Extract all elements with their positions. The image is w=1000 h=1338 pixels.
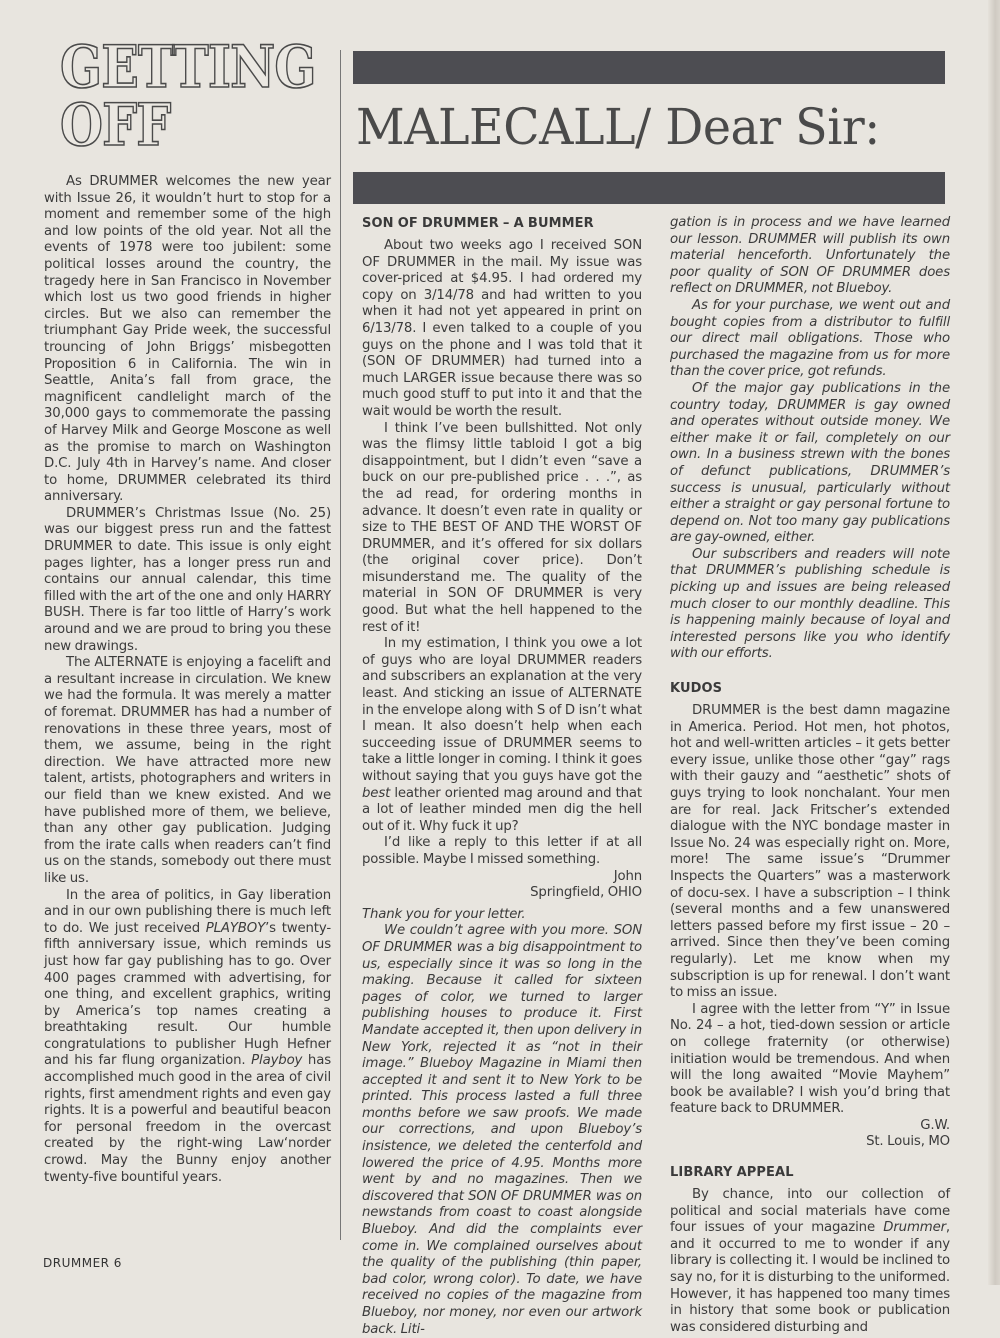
letter-heading: LIBRARY APPEAL bbox=[670, 1165, 794, 1181]
letter-paragraph: DRUMMER is the best damn magazine in America. Period. Hot men, hot photos, hot and well-written articles – it gets better every issue, unlike those other “gay” rags with their gauzy and “aesthetic” shots of guys trying to look nonchalant. Your men are for real. Jack Fritscher’s extended dialogue with the NYC bondage master in Issue No. 24 was especially right on. More, more! The same issue’s “Drummer Inspects the Quarters” was a masterwork of docu-sex. I have a subscription – I think (several months and a few unanswered letters passed before my first issue – 20 – arrived. Since then they’ve been coming regularly). Let me know when my subscription is up for renewal. I don’t want to miss an issue. bbox=[670, 703, 950, 1001]
reply-opening: Thank you for your letter. bbox=[362, 906, 526, 922]
page-folio: DRUMMER 6 bbox=[43, 1256, 122, 1270]
text-run-italic: Drummer bbox=[883, 1220, 946, 1236]
text-run-italic: PLAYBOY bbox=[205, 920, 266, 936]
reply-paragraph: As for your purchase, we went out and bought copies from a distributor to fulfill our direct mail obligations. Those who purchased the magazine from us for more than the cover price, got refunds. bbox=[670, 297, 950, 380]
editorial-paragraph: As DRUMMER welcomes the new year with Issue 26, it wouldn’t hurt to stop for a moment and remember some of the high and low points of the old year. Not all the events of 1978 were too jubilent: some political losses around the country, the tragedy here in San Francisco in November which lost us two good friends in higher circles. But we also can remember the triumphant Gay Pride week, the successful trouncing of John Briggs’ misbegotten Proposition 6 in California. The win in Seattle, Anita’s fall from grace, the magnificent candlelight march of the 30,000 gays to commemorate the passing of Harvey Milk and George Moscone as well as the promise to march on Washington D.C. July 4th in Harvey’s name. And closer to home, DRUMMER celebrated its third anniversary. bbox=[44, 174, 331, 505]
letters-column-1 bbox=[362, 216, 642, 1337]
text-run: has accomplished much good in the area of civil rights, first amendment rights and even gay rights. It is a powerful and beautiful beacon for personal freedom in the overcast created by the right-wing Law‘norder crowd. May the Bunny enjoy another twenty-five bountiful years. bbox=[44, 1053, 331, 1185]
text-run: In my estimation, I think you owe a lot of guys who are loyal DRUMMER readers and subscribers an explanation at the very least. And sticking an issue of ALTERNATE in the envelope along with S of D isn’t what I mean. It also doesn’t help when each succeeding issue of DRUMMER seems to take a little longer in coming. I think it goes without saying that you guys have got the bbox=[362, 636, 642, 784]
signature-name: G.W. bbox=[920, 1117, 950, 1133]
editorial-paragraph: DRUMMER’s Christmas Issue (No. 25) was our biggest press run and the fattest DRUMMER to date. This issue is only eight pages lighter, has a longer press run and contains our annual calendar, this time filled with the art of the one and only HARRY BUSH. There is far too little of Harry’s work around and we are proud to bring you these new drawings. bbox=[44, 505, 331, 654]
editorial-paragraph bbox=[44, 888, 331, 1187]
text-run: leather oriented mag around and that a lot of leather minded men dig the hell out of it. Why fuck it up? bbox=[362, 785, 642, 834]
editorial-paragraph: The ALTERNATE is enjoying a facelift and a resultant increase in circulation. We knew we had the formula. It was merely a matter of foremat. DRUMMER has had a number of renovations in these three years, most of them, we assume, being in the right direction. We have attracted more new talent, artists, photographers and writers in our field than we knew existed. And we have published more of them, we believe, than any other gay publication. Judging from the irate calls when readers can’t find us on the stands, somebody out there must like us. bbox=[44, 655, 331, 886]
signature-place: St. Louis, MO bbox=[866, 1134, 950, 1150]
text-run-italic: best bbox=[362, 785, 391, 801]
editorial-column bbox=[44, 33, 331, 1186]
editorial-title bbox=[60, 33, 316, 159]
editor-reply bbox=[362, 907, 642, 1338]
letter-paragraph: I think I’ve been bullshitted. Not only was the flimsy little tabloid I got a big disappointment, but I didn’t even “save a buck on our pre-published price . . .”, as the ad read, for ordering months in advance. It doesn’t even rate in quality or size to THE BEST OF AND THE WORST OF DRUMMER, and it’s offered for six dollars (the original cover price). Don’t misunderstand me. The quality of the material in SON OF DRUMMER is very good. But what the hell happened to the rest of it! bbox=[362, 420, 642, 635]
title-line-1: GETTING bbox=[60, 33, 316, 101]
letter-paragraph bbox=[362, 636, 642, 835]
text-run: , and it occurred to me to wonder if any library is collecting it. I would be inclined to say no, for it is disturbing to the uniformed. However, it has happened too many times in history that some book or publication was considered disturbing and bbox=[670, 1220, 950, 1335]
reply-paragraph: Of the major gay publications in the country today, DRUMMER is gay owned and operates without outside money. We either make it or fail, completely on our own. In a business strewn with the bones of defunct publications, DRUMMER’s success is unusual, particularly without either a straight or gay personal fortune to depend on. Not too many gay publications are gay-owned, either. bbox=[670, 380, 950, 546]
page-edge bbox=[988, 0, 1000, 1285]
editorial-body bbox=[44, 174, 331, 1186]
signature-name: John bbox=[613, 868, 642, 884]
header-bar-top bbox=[353, 51, 945, 84]
reply-paragraph-continued: gation is in process and we have learned our lesson. DRUMMER will publish its own material henceforth. Unfortunately the poor quality of SON OF DRUMMER does reflect on DRUMMER, not Blueboy. bbox=[670, 215, 950, 297]
title-line-2: OFF bbox=[60, 91, 171, 159]
letter-heading: SON OF DRUMMER – A BUMMER bbox=[362, 216, 594, 231]
letter-paragraph: I agree with the letter from “Y” in Issue No. 24 – a hot, tied-down session or article on college fraternity (or otherwise) initiation would be tremendous. And when will the long awaited “Movie Mayhem” book be available? I wish you’d bring that feature back to DRUMMER. bbox=[670, 1001, 950, 1117]
reply-paragraph: We couldn’t agree with you more. SON OF DRUMMER was a big disappointment to us, especially since it was so long in the making. Because it called for sixteen pages of color, we turned to larger publishing houses to produce it. First Mandate accepted it, then upon delivery in New York, rejected it as “not in their image.” Blueboy Magazine in Miami then accepted it and sent it to New York to be printed. This process lasted a full three months before we saw proofs. We made our corrections, and upon Blueboy’s insistence, we deleted the centerfold and lowered the price of 4.95. Months more went by and no magazines. Then we discovered that SON OF DRUMMER was on newstands from coast to coast alongside Blueboy. And did the complaints ever come in. We complained ourselves about the quality of the publishing (thin paper, bad color, wrong color). To date, we have received no copies of the magazine from Blueboy, nor money, nor even our artwork back. Liti- bbox=[362, 923, 642, 1337]
text-run: ’s twenty-fifth anniversary issue, which reminds us just how far gay publishing has to go. Over 400 pages crammed with advertising, for one thing, and excellent graphics, writing by America’s top names creating a breathtaking result. Our humble congratulations to publisher Hugh Hefner and his far flung organization. bbox=[44, 920, 331, 1069]
letter-heading: KUDOS bbox=[670, 681, 723, 697]
section-title: MALECALL/ Dear Sir: bbox=[356, 98, 880, 156]
header-bar-bottom bbox=[353, 172, 945, 204]
text-run-italic: Playboy bbox=[251, 1053, 303, 1069]
editor-reply-continued bbox=[670, 215, 950, 663]
column-rule bbox=[340, 50, 341, 1240]
letter-paragraph: I’d like a reply to this letter if at all possible. Maybe I missed something. bbox=[362, 835, 642, 867]
letters-column-2 bbox=[670, 215, 950, 1335]
text-run: In the area of politics, in Gay liberation and in our own publishing there is much left to do. We just received bbox=[44, 887, 331, 936]
reply-paragraph: Our subscribers and readers will note that DRUMMER’s publishing schedule is picking up and issues are being released much closer to our monthly deadline. This is happening mainly because of loyal and interested persons like you who identify with our efforts. bbox=[670, 546, 950, 662]
signature-place: Springfield, OHIO bbox=[530, 885, 642, 901]
letter-paragraph bbox=[670, 1187, 950, 1336]
letter-paragraph: About two weeks ago I received SON OF DRUMMER in the mail. My issue was cover-priced at $4.95. I had ordered my copy on 3/14/78 and had written to you when it had not yet appeared in print on 6/13/78. I even talked to a couple of you guys on the phone and I was told that it (SON OF DRUMMER) had turned into a much LARGER issue because there was so much good stuff to put into it and that the wait would be worth the result. bbox=[362, 238, 642, 419]
text-run: By chance, into our collection of political and social materials have come four issues of your magazine bbox=[670, 1187, 950, 1236]
